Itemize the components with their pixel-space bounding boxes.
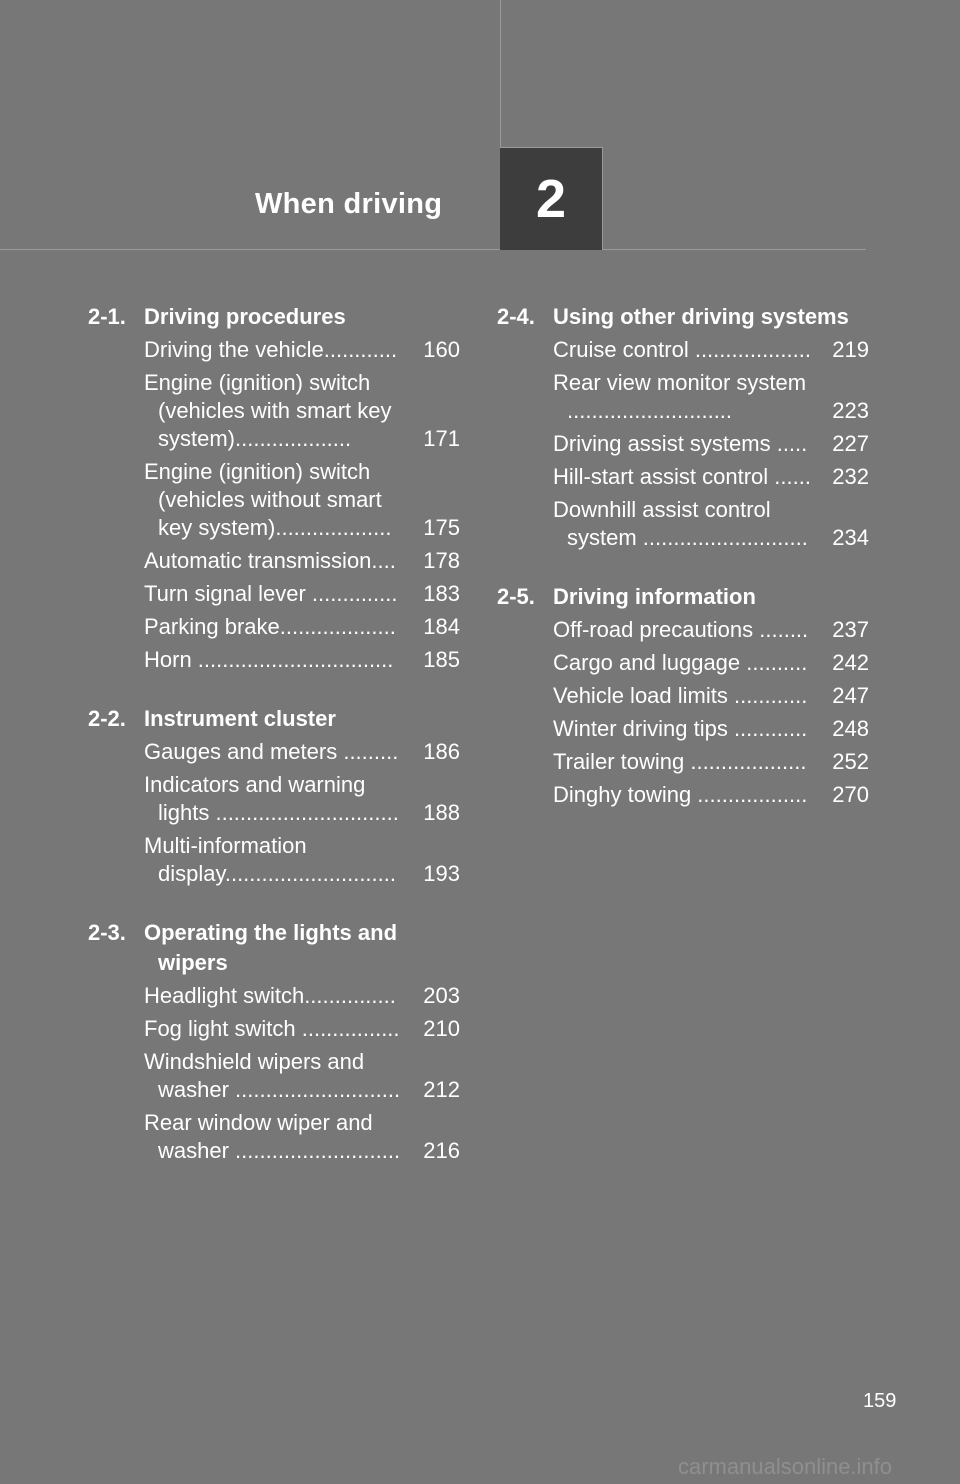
entry-page: 175 <box>423 515 460 540</box>
entry-label: Gauges and meters ......... <box>144 739 399 764</box>
chapter-number-tab <box>500 147 603 250</box>
entry-label: Turn signal lever .............. <box>144 581 398 606</box>
entry-page: 178 <box>423 548 460 573</box>
toc-entry[interactable] <box>88 613 460 641</box>
toc-entry[interactable] <box>88 832 460 888</box>
entry-label: Engine (ignition) switch (vehicles with smart key system)................... <box>144 370 392 451</box>
section-number: 2-1. <box>88 304 126 329</box>
entry-label: Trailer towing ................... <box>553 749 807 774</box>
toc-entry[interactable] <box>88 458 460 542</box>
toc-entry[interactable] <box>88 771 460 827</box>
entry-page: 193 <box>423 861 460 886</box>
toc-entry[interactable] <box>88 1109 460 1165</box>
entry-page: 270 <box>832 782 869 807</box>
toc-entry[interactable] <box>497 649 869 677</box>
toc-entry[interactable] <box>88 1015 460 1043</box>
entry-page: 171 <box>423 426 460 451</box>
toc-entry[interactable] <box>497 616 869 644</box>
entry-page: 188 <box>423 800 460 825</box>
entry-label: Driving assist systems ..... <box>553 431 808 456</box>
section-title: Using other driving systems <box>553 304 849 329</box>
entry-label: Winter driving tips ............ <box>553 716 808 741</box>
toc-entry[interactable] <box>497 369 869 425</box>
entry-page: 203 <box>423 983 460 1008</box>
entry-page: 219 <box>832 337 869 362</box>
entry-page: 183 <box>423 581 460 606</box>
section-heading <box>497 582 869 612</box>
entry-label: Cruise control ................... <box>553 337 811 362</box>
entry-label: Horn ................................ <box>144 647 394 672</box>
section-number: 2-4. <box>497 304 535 329</box>
toc-entry[interactable] <box>497 496 869 552</box>
section-title: Instrument cluster <box>144 706 336 731</box>
entry-page: 227 <box>832 431 869 456</box>
section-title: Operating the lights and wipers <box>144 920 398 975</box>
toc-entry[interactable] <box>497 781 869 809</box>
toc-column-left <box>88 302 460 1195</box>
entry-page: 216 <box>423 1138 460 1163</box>
entry-label: Windshield wipers and washer ........................... <box>144 1049 401 1102</box>
entry-label: Headlight switch............... <box>144 983 396 1008</box>
header-horizontal-rule <box>0 249 866 250</box>
chapter-number: 2 <box>535 169 567 229</box>
entry-page: 242 <box>832 650 869 675</box>
section-number: 2-5. <box>497 584 535 609</box>
entry-page: 247 <box>832 683 869 708</box>
toc-entry[interactable] <box>497 463 869 491</box>
section-title: Driving information <box>553 584 756 609</box>
section-heading <box>88 704 460 734</box>
entry-label: Parking brake................... <box>144 614 396 639</box>
toc-entry[interactable] <box>497 748 869 776</box>
chapter-title: When driving <box>255 188 443 220</box>
toc-entry[interactable] <box>497 682 869 710</box>
entry-page: 212 <box>423 1077 460 1102</box>
toc-section <box>497 582 869 809</box>
toc-entry[interactable] <box>497 336 869 364</box>
entry-page: 160 <box>423 337 460 362</box>
watermark: carmanualsonline.info <box>678 1454 893 1479</box>
section-heading <box>497 302 869 332</box>
toc-entry[interactable] <box>497 430 869 458</box>
entry-page: 210 <box>423 1016 460 1041</box>
entry-label: Fog light switch ................ <box>144 1016 400 1041</box>
toc-section <box>88 918 460 1165</box>
toc-entry[interactable] <box>88 336 460 364</box>
toc-section <box>88 704 460 888</box>
toc-section <box>88 302 460 674</box>
toc-entry[interactable] <box>88 1048 460 1104</box>
entry-label: Driving the vehicle............ <box>144 337 398 362</box>
toc-entry[interactable] <box>88 547 460 575</box>
toc-entry[interactable] <box>88 580 460 608</box>
entry-label: Vehicle load limits ............ <box>553 683 808 708</box>
entry-label: Rear view monitor system ........................... <box>553 370 807 423</box>
entry-label: Rear window wiper and washer ........................... <box>144 1110 401 1163</box>
section-heading <box>88 918 460 978</box>
entry-page: 248 <box>832 716 869 741</box>
section-title: Driving procedures <box>144 304 346 329</box>
toc-entry[interactable] <box>88 646 460 674</box>
toc-section <box>497 302 869 552</box>
entry-page: 186 <box>423 739 460 764</box>
entry-label: Hill-start assist control ...... <box>553 464 811 489</box>
section-number: 2-2. <box>88 706 126 731</box>
toc-entry[interactable] <box>88 738 460 766</box>
entry-label: Dinghy towing .................. <box>553 782 808 807</box>
entry-label: Automatic transmission.... <box>144 548 396 573</box>
entry-page: 237 <box>832 617 869 642</box>
entry-label: Cargo and luggage .......... <box>553 650 808 675</box>
toc-entry[interactable] <box>497 715 869 743</box>
entry-page: 232 <box>832 464 869 489</box>
entry-page: 234 <box>832 525 869 550</box>
entry-label: Indicators and warning lights .............................. <box>144 772 399 825</box>
entry-page: 223 <box>832 398 869 423</box>
entry-page: 252 <box>832 749 869 774</box>
entry-page: 185 <box>423 647 460 672</box>
toc-entry[interactable] <box>88 369 460 453</box>
entry-label: Engine (ignition) switch (vehicles without smart key system)................... <box>144 459 392 540</box>
entry-page: 184 <box>423 614 460 639</box>
page-number: 159 <box>863 1390 897 1412</box>
section-number: 2-3. <box>88 920 126 945</box>
entry-label: Multi-information display............................ <box>144 833 396 886</box>
toc-column-right <box>497 302 869 839</box>
entry-label: Downhill assist control system ........................... <box>553 497 808 550</box>
entry-label: Off-road precautions ........ <box>553 617 809 642</box>
toc-entry[interactable] <box>88 982 460 1010</box>
section-heading <box>88 302 460 332</box>
